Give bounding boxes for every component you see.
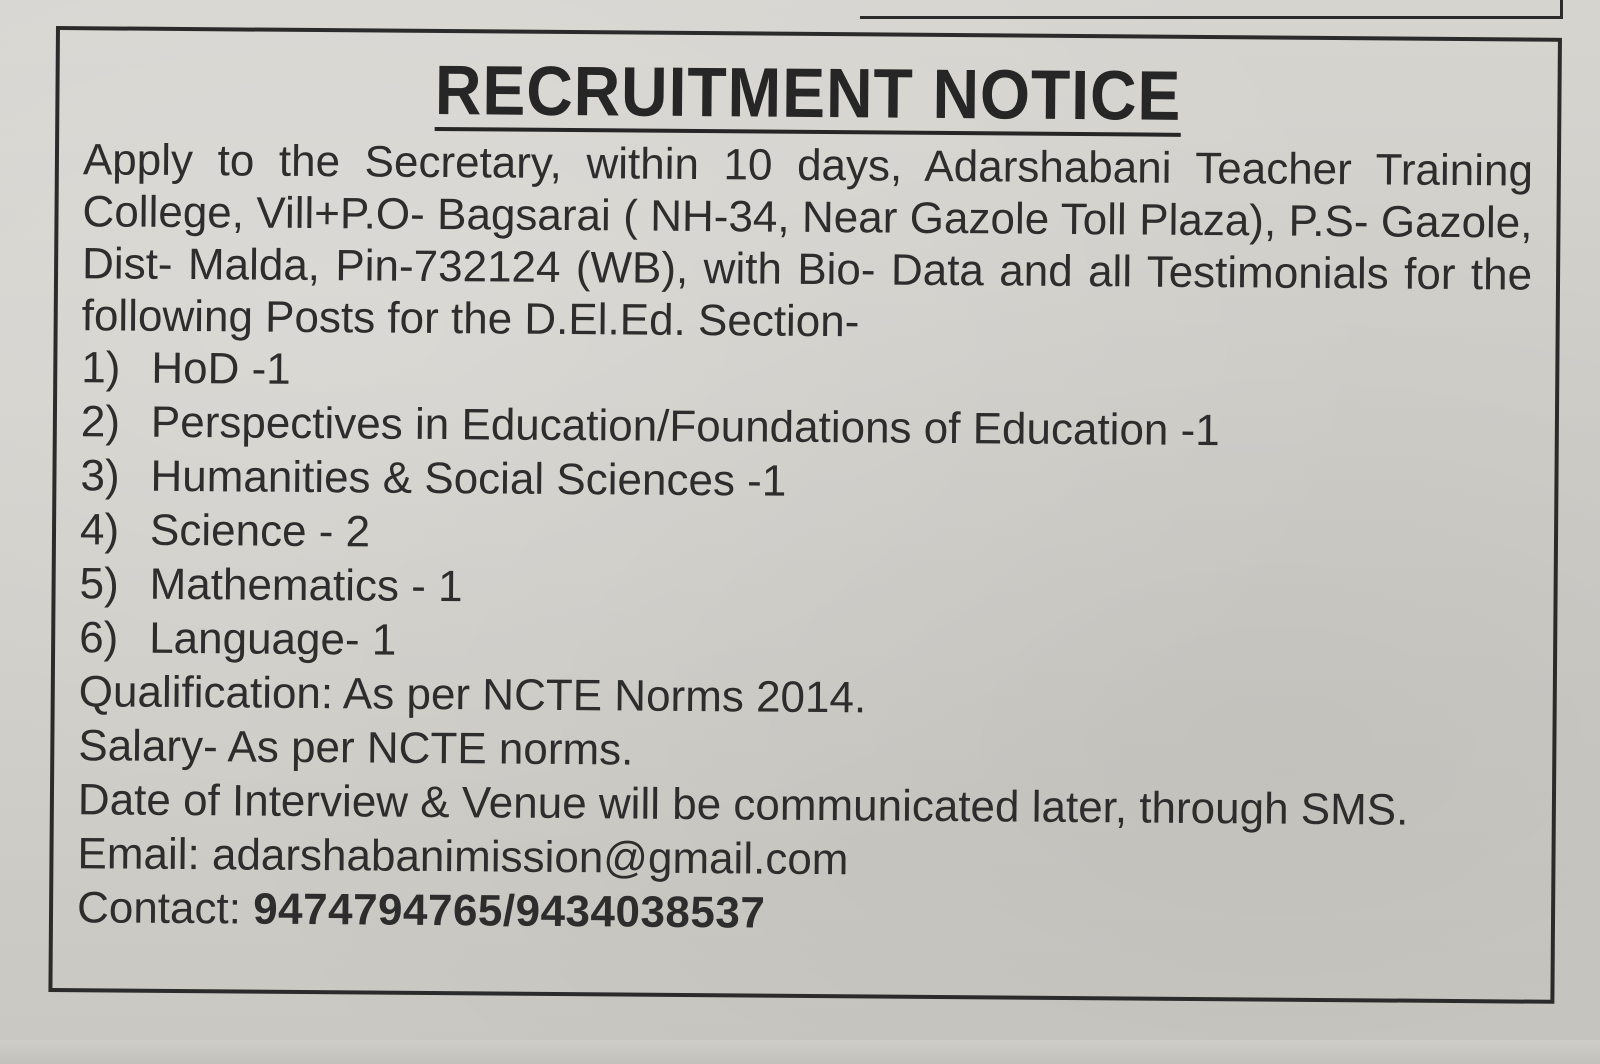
post-number: 5) (79, 559, 119, 609)
post-number: 4) (79, 505, 120, 555)
post-number: 3) (80, 451, 120, 501)
post-number: 6) (79, 613, 119, 663)
notice-content (77, 134, 1533, 947)
post-title: Science - 2 (149, 505, 371, 557)
adjacent-ad-border (860, 0, 1563, 19)
salary-line: Salary- As per NCTE norms. (78, 721, 634, 775)
post-title: Language- 1 (149, 613, 397, 665)
recruitment-notice-box (48, 26, 1562, 1004)
post-number: 1) (81, 343, 121, 393)
interview-line: Date of Interview & Venue will be communicated later, through SMS. (77, 775, 1409, 835)
qualification-line: Qualification: As per NCTE Norms 2014. (78, 667, 867, 723)
notice-intro: Apply to the Secretary, within 10 days, Adarshabani Teacher Training College, Vill+P.O- Bagsarai ( NH-34, Near Gazole Toll Plaza), P.S- Gazole, Dist- Malda, Pin-732124 (WB), with Bio- Data and all Testimonials for the following Posts for the D.El.Ed. Section- (81, 135, 1534, 347)
post-title: Humanities & Social Sciences -1 (150, 451, 787, 506)
email-line: Email: adarshabanimission@gmail.com (77, 829, 849, 885)
contact-numbers: 9474794765/9434038537 (252, 884, 766, 938)
contact-label: Contact: (76, 883, 242, 934)
contact-line (77, 882, 1527, 947)
posts-list (79, 342, 1531, 677)
page-bottom-strip (0, 1040, 1600, 1064)
notice-title: RECRUITMENT NOTICE (434, 50, 1182, 135)
post-title: Mathematics - 1 (149, 559, 463, 612)
post-number: 2) (80, 397, 121, 447)
post-title: Perspectives in Education/Foundations of Education -1 (150, 397, 1220, 456)
post-title: HoD -1 (151, 343, 291, 394)
